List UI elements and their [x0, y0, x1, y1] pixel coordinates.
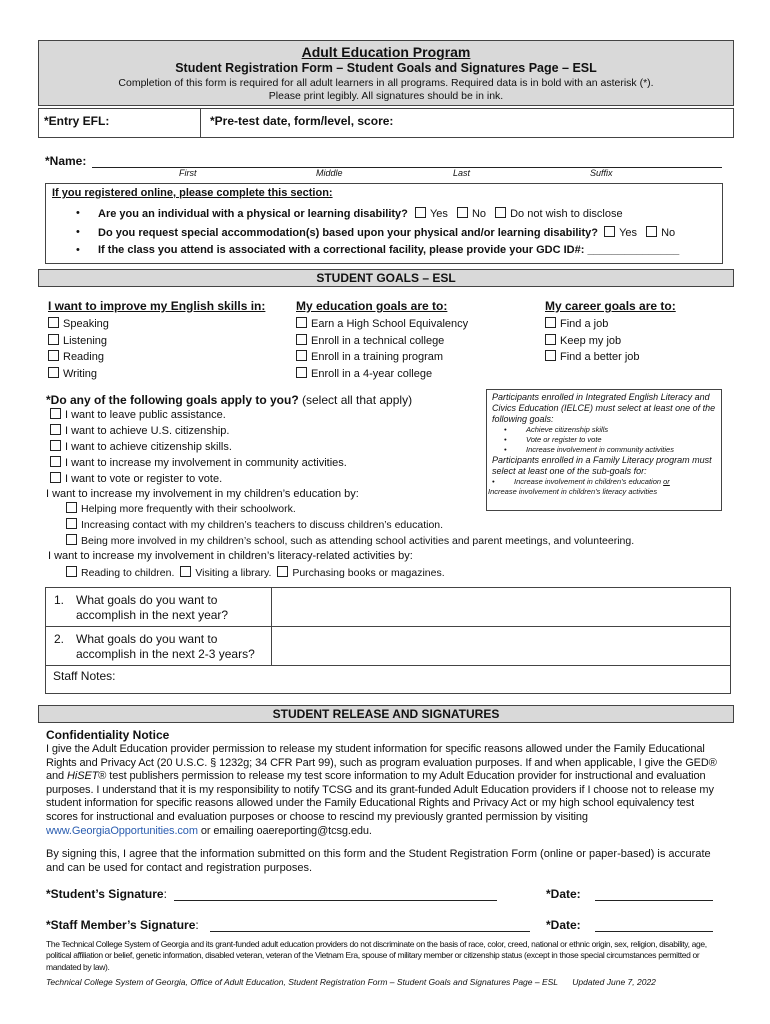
online-heading: If you registered online, please complete this section: [52, 187, 333, 199]
footer-updated: Updated June 7, 2022 [572, 977, 656, 987]
disability-no-checkbox[interactable] [457, 207, 468, 218]
education-goals-column [296, 299, 536, 383]
question-1-number: 1. [54, 593, 65, 607]
apply-item[interactable] [50, 440, 486, 456]
career-item-label: Keep my job [560, 334, 622, 347]
student-signature-label: *Student’s Signature [46, 887, 164, 901]
apply-note: (select all that apply) [302, 393, 413, 407]
student-signature-row: *Student’s Signature: [46, 887, 167, 901]
form-note-1: Completion of this form is required for all adult learners in all programs. Required data is in bold with an asterisk (*). [118, 77, 654, 89]
student-date-label: *Date: [546, 887, 581, 901]
apply-item[interactable] [50, 424, 486, 440]
public-assistance-checkbox[interactable] [50, 408, 61, 419]
citizenship-checkbox[interactable] [50, 424, 61, 435]
goals-question-table [45, 587, 731, 694]
training-program-checkbox[interactable] [296, 350, 307, 361]
education-item[interactable] [296, 367, 536, 384]
children-item-label: Increasing contact with my children’s teachers to discuss children’s education. [81, 519, 444, 531]
form-note-2: Please print legibly. All signatures should be in ink. [268, 90, 504, 102]
name-label: *Name: [45, 154, 87, 168]
confidentiality-heading: Confidentiality Notice [46, 728, 170, 742]
staff-signature-row: *Staff Member’s Signature: [46, 918, 199, 932]
education-item-label: Earn a High School Equivalency [311, 318, 469, 330]
apply-item[interactable] [50, 408, 486, 424]
disability-nodisclose-checkbox[interactable] [495, 207, 506, 218]
schoolwork-checkbox[interactable] [66, 502, 77, 513]
ielce-bullet: Achieve citizenship skills [526, 425, 609, 434]
career-item-label: Find a better job [560, 351, 640, 363]
literacy-item-label: Visiting a library. [195, 567, 272, 579]
online-q1 [98, 207, 623, 220]
online-q3 [98, 244, 679, 256]
staff-notes[interactable] [46, 666, 730, 693]
children-item[interactable] [66, 534, 726, 550]
accommodation-no-checkbox[interactable] [646, 226, 657, 237]
apply-heading: *Do any of the following goals apply to you? [46, 393, 299, 407]
education-item[interactable] [296, 334, 536, 351]
english-item-label: Speaking [63, 318, 109, 330]
release-section [46, 728, 726, 875]
question-1-text: What goals do you want to accomplish in the next year? [76, 593, 229, 622]
career-goals-heading: My career goals are to: [545, 299, 676, 313]
entry-efl-label: *Entry EFL: [44, 114, 110, 128]
staff-date-label: *Date: [546, 918, 581, 932]
technical-college-checkbox[interactable] [296, 334, 307, 345]
accommodation-yes-label: Yes [619, 227, 638, 239]
pretest-cell[interactable] [201, 109, 733, 137]
career-item[interactable] [545, 334, 725, 351]
confidentiality-text: I give the Adult Education provider permission to release my student information for specific reasons allowed under the Family Educational Rights and Privacy Act (20 U.S.C. § 1232g; 34 CFR Part 99), such as program evaluation purposes. If and when applicable, I give the GED® and HiSET® test publishers permission to release my test score information to my Adult Education provider for instructional and evaluation purposes. I understand that it is my responsibility to notify TCSG and its grant-funded Adult Education providers if I choose not to release my student information for specific reasons allowed under the Family Educational Rights and Privacy Act or my high school equivalency test scores for instructional and evaluation purposes or choose to rescind my previously granted permission by visiting www.GeorgiaOpportunities.com or emailing oaereporting@tcsg.edu. [46, 743, 717, 837]
literacy-item-label: Reading to children. [81, 567, 175, 579]
staff-signature-label: *Staff Member’s Signature [46, 918, 196, 932]
english-item-label: Reading [63, 351, 104, 363]
release-section-header: STUDENT RELEASE AND SIGNATURES [38, 705, 734, 723]
online-section [45, 183, 723, 264]
question-2-number: 2. [54, 632, 65, 646]
children-item[interactable] [66, 518, 726, 534]
georgia-opportunities-link[interactable]: www.GeorgiaOpportunities.com [46, 824, 198, 837]
name-last-caption: Last [453, 168, 471, 178]
apply-item[interactable] [50, 472, 486, 488]
english-skills-column [48, 299, 288, 383]
reading-checkbox[interactable] [48, 350, 59, 361]
writing-checkbox[interactable] [48, 367, 59, 378]
ielce-info-box [486, 389, 722, 511]
better-job-checkbox[interactable] [545, 350, 556, 361]
accommodation-no-label: No [661, 227, 676, 239]
ielce-text: Participants enrolled in Integrated English Literacy and Civics Education (IELCE) must select at least one of the following goals: [492, 392, 716, 424]
question-1-answer[interactable] [273, 588, 730, 626]
english-item[interactable] [48, 317, 288, 334]
listening-checkbox[interactable] [48, 334, 59, 345]
children-item-label: Helping more frequently with their schoolwork. [81, 503, 296, 515]
footer-disclaimer: The Technical College System of Georgia and its grant-funded adult education providers do not discriminate on the basis of race, color, creed, national or ethnic origin, sex, religion, disability, age, political affiliation or belief, genetic information, disabled veteran, veteran of the Vietnam Era, spouse of military member or citizenship status (except in those special circumstances permitted or mandated by law). [46, 939, 707, 972]
children-heading: I want to increase my involvement in my children’s education by: [46, 488, 359, 500]
family-literacy-bullet-cont: Increase involvement in children’s literacy activities [488, 487, 658, 496]
disability-nodisclose-label: Do not wish to disclose [510, 208, 623, 220]
career-goals-column [545, 299, 725, 367]
four-year-college-checkbox[interactable] [296, 367, 307, 378]
literacy-items [66, 566, 445, 579]
gdc-id-question[interactable]: If the class you attend is associated with a correctional facility, please provide your GDC ID#: _______________ [98, 244, 680, 256]
staff-date-line[interactable] [595, 931, 713, 932]
education-item-label: Enroll in a training program [311, 351, 444, 363]
career-item[interactable] [545, 350, 725, 367]
citizenship-skills-checkbox[interactable] [50, 440, 61, 451]
apply-item-label: I want to achieve U.S. citizenship. [65, 425, 230, 437]
apply-goals-section [46, 393, 486, 504]
vote-checkbox[interactable] [50, 472, 61, 483]
entry-row [38, 108, 734, 138]
speaking-checkbox[interactable] [48, 317, 59, 328]
career-item-label: Find a job [560, 318, 609, 330]
apply-item-label: I want to leave public assistance. [65, 409, 226, 421]
hse-checkbox[interactable] [296, 317, 307, 328]
name-first-caption: First [179, 168, 197, 178]
library-checkbox[interactable] [180, 566, 191, 577]
footer-credit: Technical College System of Georgia, Office of Adult Education, Student Registration Form – Student Goals and Signatures Page – ESL [46, 977, 558, 987]
ielce-bullet: Vote or register to vote [526, 435, 602, 444]
name-row [45, 154, 725, 180]
goals-section-header: STUDENT GOALS – ESL [38, 269, 734, 287]
question-2-answer[interactable] [273, 627, 730, 665]
form-header [38, 40, 734, 106]
question-2-row [46, 627, 730, 666]
school-involvement-checkbox[interactable] [66, 534, 77, 545]
online-q2 [98, 226, 675, 239]
disability-question: Are you an individual with a physical or learning disability? [98, 208, 408, 220]
form-title: Adult Education Program [301, 44, 471, 60]
english-item[interactable] [48, 367, 288, 384]
form-subtitle: Student Registration Form – Student Goals and Signatures Page – ESL [175, 61, 597, 75]
literacy-item-label: Purchasing books or magazines. [292, 567, 445, 579]
accommodation-question: Do you request special accommodation(s) based upon your physical and/or learning disability? [98, 227, 598, 239]
apply-item-label: I want to achieve citizenship skills. [65, 441, 232, 453]
name-suffix-caption: Suffix [590, 168, 613, 178]
community-checkbox[interactable] [50, 456, 61, 467]
education-item[interactable] [296, 350, 536, 367]
apply-heading-row [46, 393, 486, 407]
accommodation-yes-checkbox[interactable] [604, 226, 615, 237]
keep-job-checkbox[interactable] [545, 334, 556, 345]
education-item-label: Enroll in a technical college [311, 334, 445, 347]
student-date-line[interactable] [595, 900, 713, 901]
family-literacy-bullet: Increase involvement in children’s education or [514, 477, 670, 486]
pretest-label: *Pre-test date, form/level, score: [210, 114, 394, 128]
english-item[interactable] [48, 334, 288, 351]
english-item-label: Listening [63, 334, 108, 347]
education-item[interactable] [296, 317, 536, 334]
reading-to-children-checkbox[interactable] [66, 566, 77, 577]
footer-credit-row [46, 977, 656, 987]
student-signature-line[interactable] [174, 900, 497, 901]
disability-yes-checkbox[interactable] [415, 207, 426, 218]
staff-signature-line[interactable] [210, 931, 530, 932]
teachers-contact-checkbox[interactable] [66, 518, 77, 529]
ielce-bullet: Increase involvement in community activities [526, 445, 674, 454]
english-skills-heading: I want to improve my English skills in: [48, 299, 266, 313]
apply-item[interactable] [50, 456, 486, 472]
education-goals-heading: My education goals are to: [296, 299, 448, 313]
children-item-label: Being more involved in my children’s school, such as attending school activities and parent meetings, and volunteering. [81, 535, 635, 547]
family-literacy-text: Participants enrolled in a Family Literacy program must select at least one of the sub-goals for: [492, 455, 712, 476]
books-checkbox[interactable] [277, 566, 288, 577]
apply-item-label: I want to vote or register to vote. [65, 473, 223, 485]
english-item-label: Writing [63, 367, 98, 380]
staff-notes-label: Staff Notes: [53, 669, 116, 683]
career-item[interactable] [545, 317, 725, 334]
apply-item-label: I want to increase my involvement in community activities. [65, 457, 347, 469]
education-item-label: Enroll in a 4-year college [311, 367, 433, 380]
agreement-text: By signing this, I agree that the information submitted on this form and the Student Registration Form (online or paper-based) is accurate and can be used for contact and registration purposes. [46, 848, 711, 874]
english-item[interactable] [48, 350, 288, 367]
entry-efl-cell[interactable] [39, 109, 201, 137]
question-2-text: What goals do you want to accomplish in the next 2-3 years? [76, 632, 255, 661]
name-middle-caption: Middle [316, 168, 343, 178]
literacy-heading: I want to increase my involvement in children’s literacy-related activities by: [48, 550, 413, 562]
question-1-row [46, 588, 730, 627]
disability-no-label: No [471, 208, 487, 220]
disability-yes-label: Yes [429, 208, 448, 220]
find-job-checkbox[interactable] [545, 317, 556, 328]
